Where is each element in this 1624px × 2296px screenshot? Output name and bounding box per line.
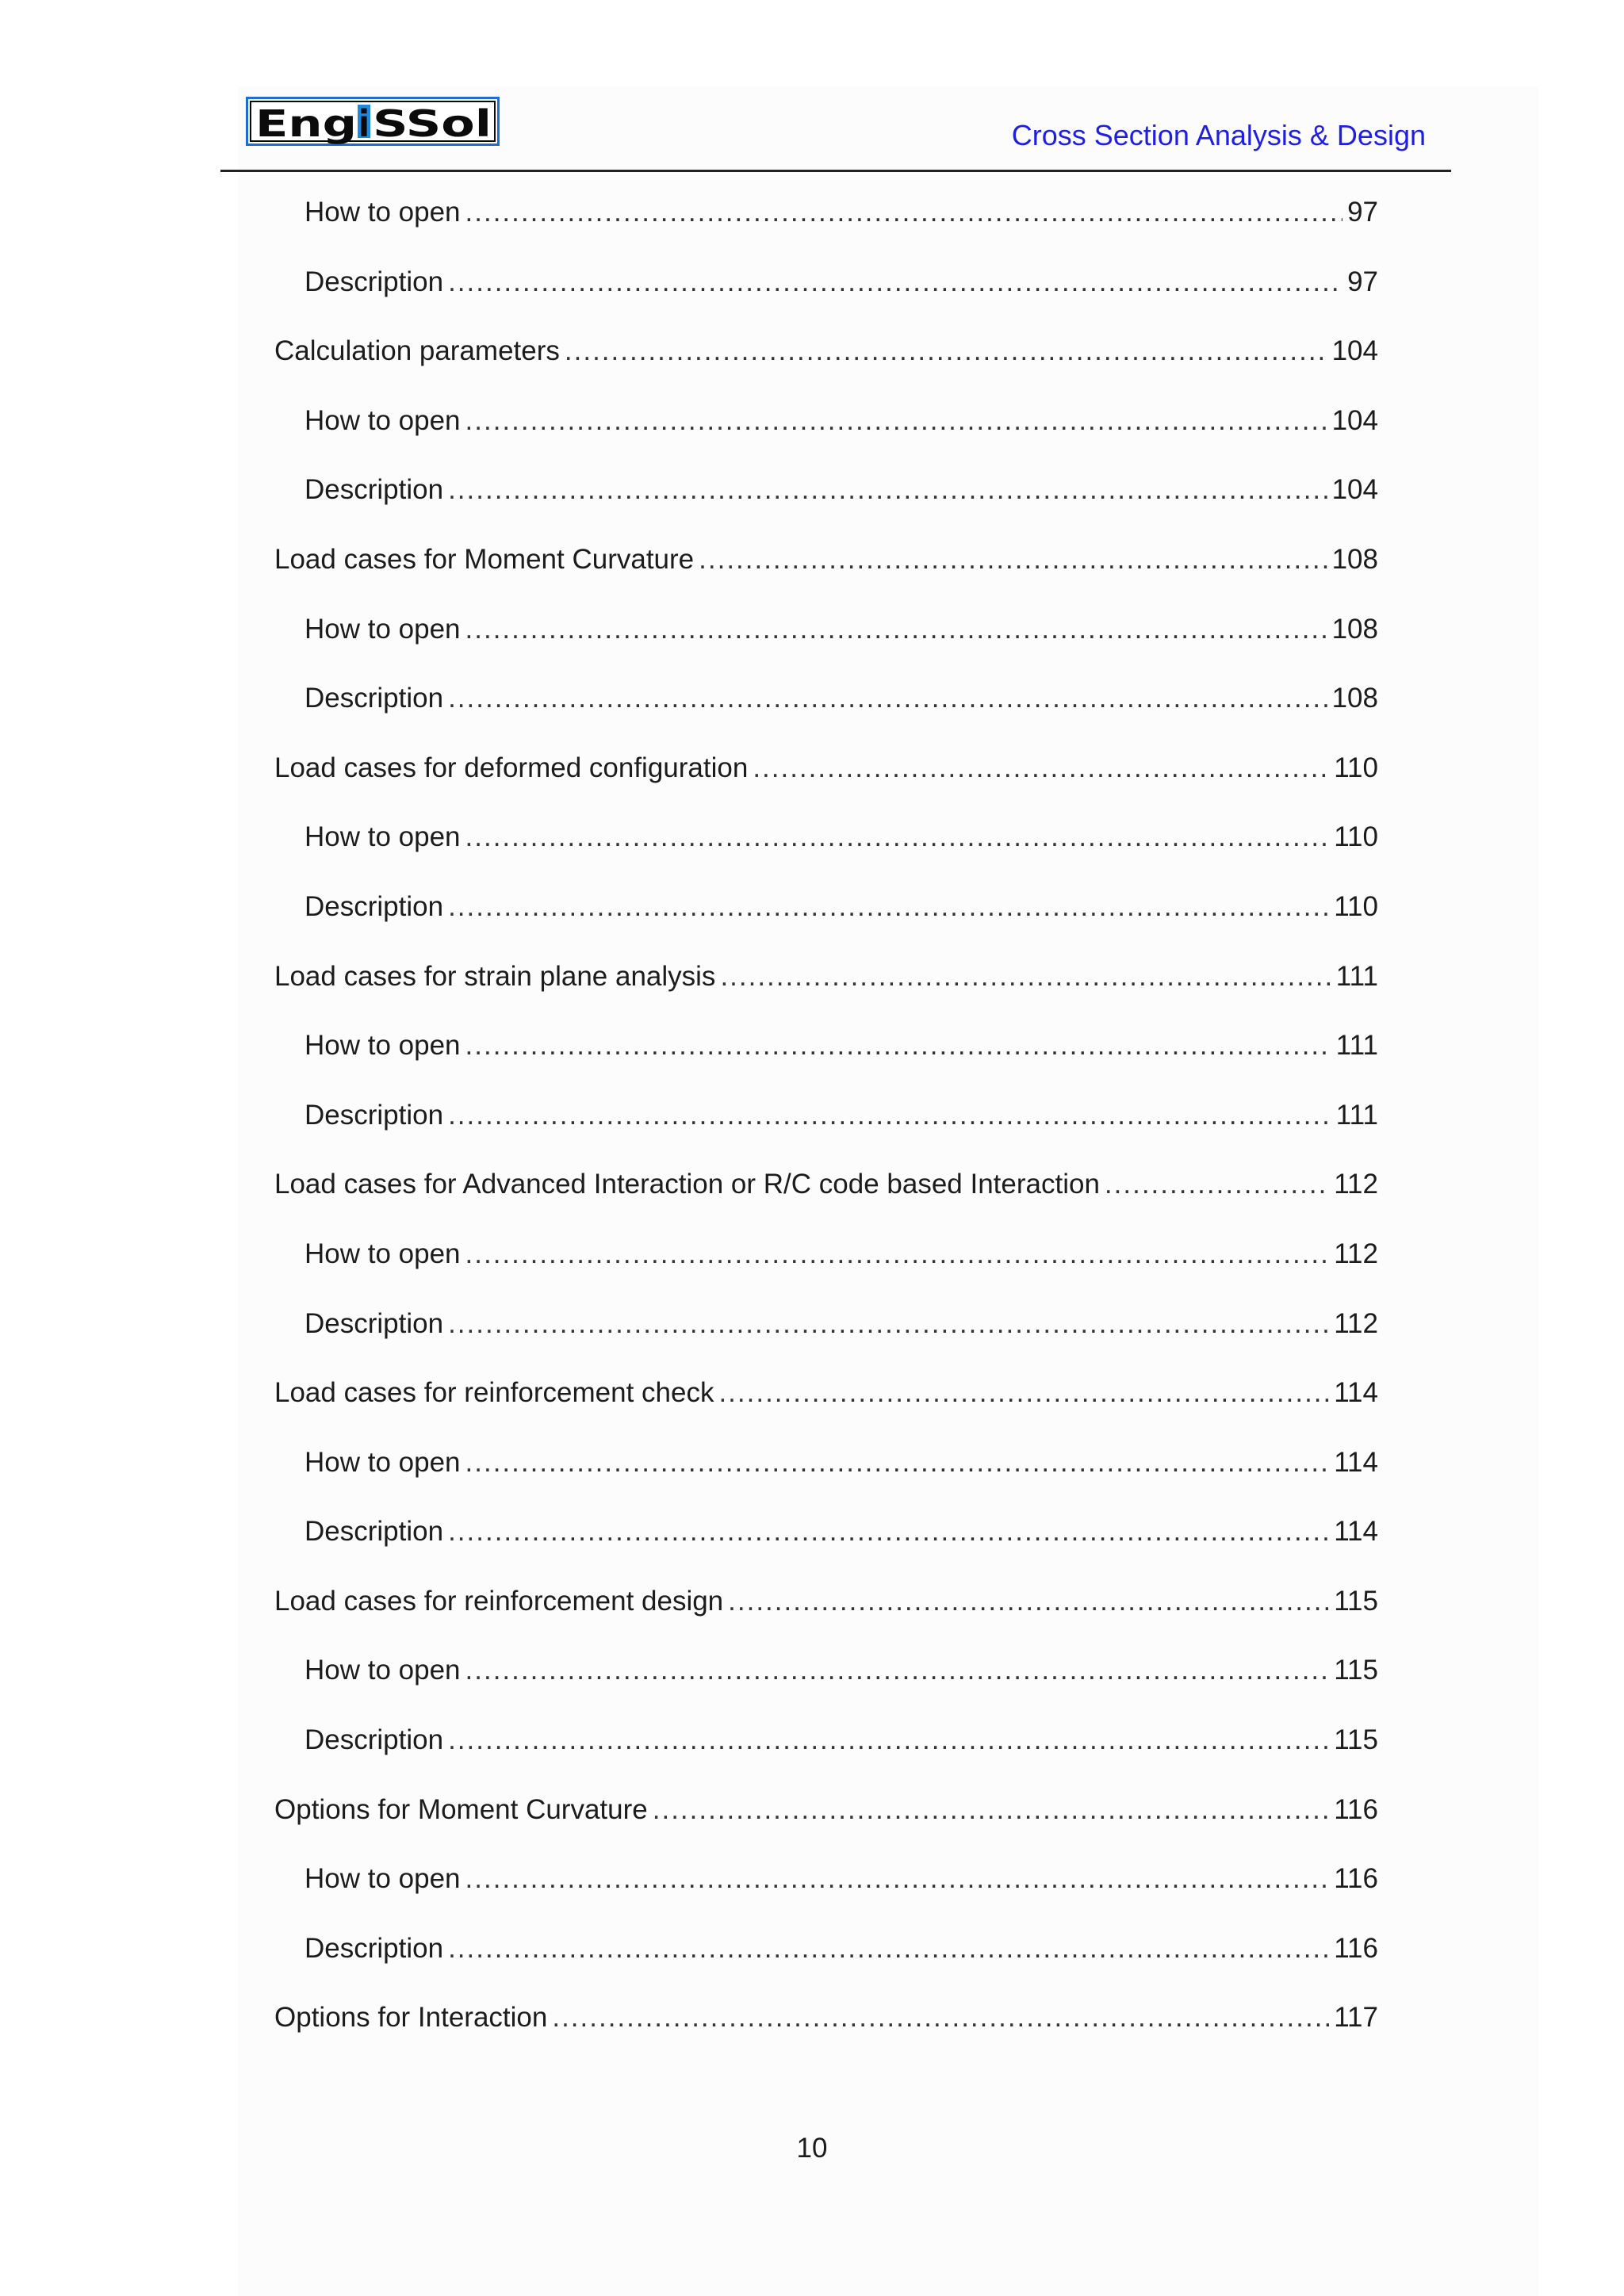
toc-entry[interactable] — [274, 614, 1378, 683]
toc-dot-leader — [1105, 1169, 1329, 1200]
toc-entry-page: 116 — [1334, 1932, 1378, 1964]
toc-dot-leader — [465, 1030, 1331, 1062]
toc-entry[interactable] — [274, 1308, 1378, 1378]
toc-entry[interactable] — [274, 821, 1378, 891]
toc-entry[interactable] — [274, 891, 1378, 961]
toc-entry-title: Description — [304, 266, 444, 297]
toc-dot-leader — [465, 1238, 1330, 1270]
toc-entry-title: Load cases for reinforcement check — [274, 1377, 714, 1409]
toc-entry-page: 115 — [1334, 1655, 1378, 1686]
toc-entry[interactable] — [274, 197, 1378, 266]
toc-entry-page: 110 — [1334, 821, 1378, 853]
toc-entry[interactable] — [274, 1100, 1378, 1169]
toc-entry[interactable] — [274, 544, 1378, 614]
toc-entry[interactable] — [274, 1516, 1378, 1586]
toc-entry-page: 112 — [1334, 1238, 1378, 1269]
toc-dot-leader — [465, 821, 1330, 853]
toc-entry-page: 104 — [1331, 335, 1378, 367]
toc-entry[interactable] — [274, 1724, 1378, 1794]
toc-entry-title: How to open — [304, 404, 461, 436]
toc-dot-leader — [448, 891, 1329, 923]
toc-dot-leader — [448, 683, 1327, 714]
toc-dot-leader — [465, 405, 1327, 437]
toc-entry[interactable] — [274, 683, 1378, 752]
svg-text:SSol: SSol — [373, 102, 492, 145]
toc-dot-leader — [465, 197, 1343, 228]
toc-entry-title: How to open — [304, 1238, 461, 1269]
toc-entry-page: 116 — [1334, 1863, 1378, 1895]
toc-entry[interactable] — [274, 474, 1378, 544]
toc-entry-page: 112 — [1334, 1169, 1378, 1200]
toc-entry-page: 104 — [1331, 474, 1378, 506]
table-of-contents — [274, 197, 1378, 2072]
toc-entry-page: 111 — [1335, 1030, 1378, 1062]
toc-entry-page: 97 — [1347, 266, 1378, 297]
toc-entry[interactable] — [274, 405, 1378, 475]
toc-entry-page: 110 — [1334, 752, 1378, 783]
toc-entry-page: 116 — [1334, 1793, 1378, 1825]
toc-entry-title: How to open — [304, 1863, 461, 1895]
svg-text:i: i — [358, 102, 370, 145]
toc-dot-leader — [448, 266, 1342, 298]
toc-entry[interactable] — [274, 1863, 1378, 1933]
toc-entry-title: Calculation parameters — [274, 335, 560, 367]
page-header — [222, 95, 1450, 171]
toc-entry-page: 108 — [1331, 543, 1378, 575]
toc-entry-title: Load cases for deformed configuration — [274, 752, 749, 783]
toc-dot-leader — [465, 1863, 1330, 1895]
toc-entry[interactable] — [274, 1933, 1378, 2003]
toc-entry-title: Description — [304, 474, 444, 506]
toc-dot-leader — [465, 1447, 1330, 1479]
toc-dot-leader — [465, 614, 1327, 645]
toc-entry-page: 108 — [1331, 683, 1378, 714]
toc-entry[interactable] — [274, 961, 1378, 1031]
toc-entry-page: 114 — [1334, 1516, 1378, 1548]
toc-entry-title: Description — [304, 1724, 444, 1756]
toc-entry[interactable] — [274, 1169, 1378, 1238]
toc-dot-leader — [718, 1377, 1329, 1409]
toc-dot-leader — [448, 1308, 1329, 1340]
toc-entry-title: How to open — [304, 821, 461, 853]
toc-entry-page: 115 — [1334, 1724, 1378, 1756]
toc-entry-title: Description — [304, 683, 444, 714]
toc-entry-page: 114 — [1334, 1446, 1378, 1478]
toc-entry-title: Description — [304, 1932, 444, 1964]
toc-entry-title: Description — [304, 1516, 444, 1548]
toc-entry[interactable] — [274, 1447, 1378, 1517]
toc-entry-page: 112 — [1334, 1307, 1378, 1339]
toc-dot-leader — [720, 961, 1331, 993]
toc-entry-page: 110 — [1334, 890, 1378, 922]
toc-entry-title: How to open — [304, 1655, 461, 1686]
toc-dot-leader — [565, 335, 1327, 367]
toc-dot-leader — [448, 1933, 1329, 1965]
toc-entry-page: 104 — [1331, 404, 1378, 436]
toc-dot-leader — [653, 1794, 1329, 1826]
toc-entry[interactable] — [274, 2002, 1378, 2072]
toc-entry-title: Load cases for Moment Curvature — [274, 543, 695, 575]
toc-entry-title: How to open — [304, 613, 461, 645]
toc-dot-leader — [552, 2002, 1329, 2034]
toc-entry-page: 97 — [1347, 197, 1378, 228]
toc-entry-title: Load cases for strain plane analysis — [274, 960, 716, 992]
toc-dot-leader — [465, 1655, 1330, 1686]
toc-dot-leader — [753, 752, 1329, 784]
engissol-logo — [246, 97, 500, 144]
toc-entry-page: 114 — [1334, 1377, 1378, 1409]
toc-entry[interactable] — [274, 1377, 1378, 1447]
toc-entry-title: Description — [304, 890, 444, 922]
toc-dot-leader — [699, 544, 1327, 576]
toc-dot-leader — [448, 474, 1327, 506]
logo-graphic — [246, 97, 500, 146]
toc-entry[interactable] — [274, 266, 1378, 336]
document-title: Cross Section Analysis & Design — [1011, 119, 1426, 151]
toc-entry-title: Load cases for Advanced Interaction or R/C code based Interaction — [274, 1169, 1100, 1200]
toc-dot-leader — [728, 1586, 1329, 1617]
toc-entry-page: 111 — [1335, 960, 1378, 992]
toc-entry-page: 108 — [1331, 613, 1378, 645]
svg-text:Eng: Eng — [255, 102, 357, 145]
toc-entry-title: Load cases for reinforcement design — [274, 1585, 724, 1617]
header-rule — [220, 170, 1451, 172]
toc-entry[interactable] — [274, 335, 1378, 405]
toc-entry-title: Options for Interaction — [274, 2002, 548, 2034]
toc-dot-leader — [448, 1100, 1331, 1131]
toc-entry[interactable] — [274, 1586, 1378, 1655]
toc-entry-title: How to open — [304, 1446, 461, 1478]
toc-entry-title: Options for Moment Curvature — [274, 1793, 648, 1825]
toc-entry[interactable] — [274, 752, 1378, 822]
toc-entry[interactable] — [274, 1794, 1378, 1864]
toc-entry-page: 117 — [1334, 2002, 1378, 2034]
page-number: 10 — [796, 2133, 828, 2164]
toc-entry[interactable] — [274, 1655, 1378, 1724]
toc-entry-title: How to open — [304, 1030, 461, 1062]
toc-entry[interactable] — [274, 1030, 1378, 1100]
toc-dot-leader — [448, 1516, 1329, 1548]
toc-entry-title: Description — [304, 1307, 444, 1339]
toc-entry-page: 111 — [1335, 1099, 1378, 1131]
toc-entry-page: 115 — [1334, 1585, 1378, 1617]
toc-entry-title: Description — [304, 1099, 444, 1131]
toc-entry[interactable] — [274, 1238, 1378, 1308]
toc-entry-title: How to open — [304, 197, 461, 228]
toc-dot-leader — [448, 1724, 1329, 1756]
